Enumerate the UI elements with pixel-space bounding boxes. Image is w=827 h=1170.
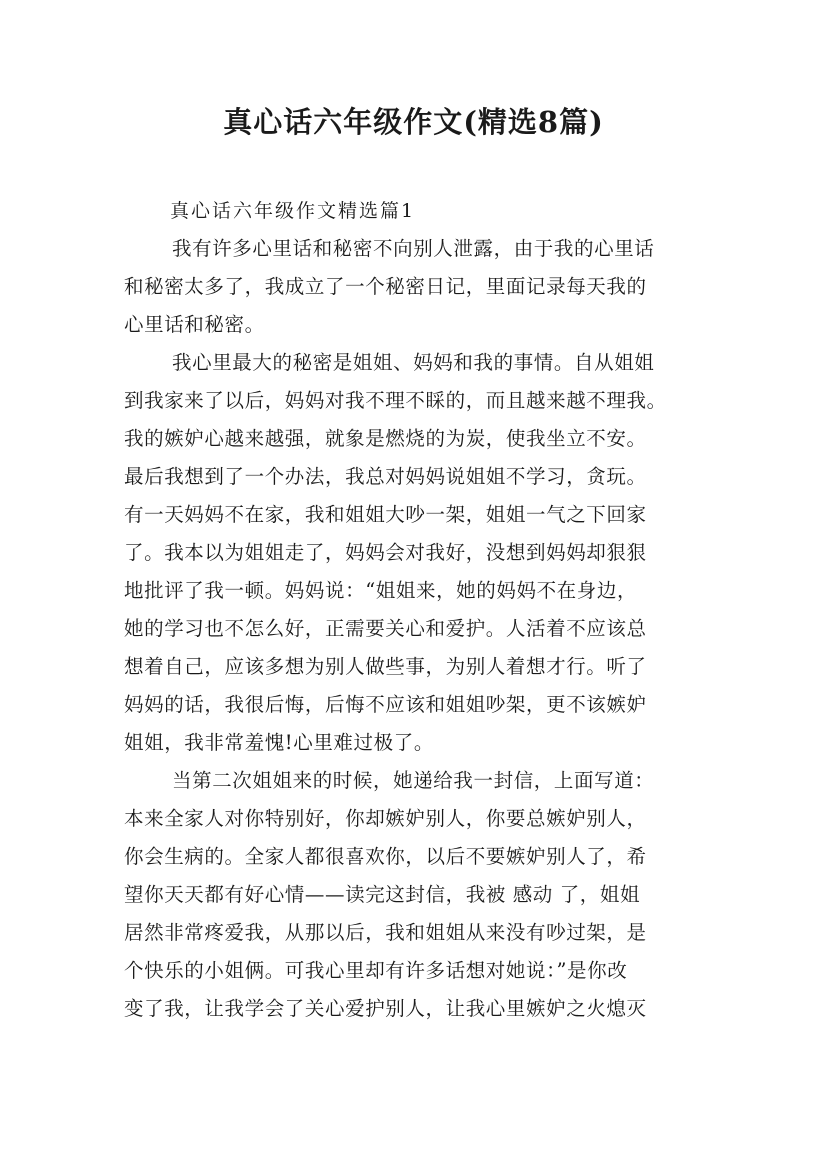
body-text [124,230,724,1028]
text-line: 姐姐，我非常羞愧!心里难过极了。 [124,731,434,754]
text-line: 心里话和秘密。 [124,313,265,336]
text-line: 想着自己，应该多想为别人做些事，为别人着想才行。听了 [124,655,647,678]
text-line: 个快乐的小姐俩。可我心里却有许多话想对她说：”是你改 [124,959,628,982]
text-line: 变了我，让我学会了关心爱护别人，让我心里嫉妒之火熄灭 [124,997,647,1020]
text-line: 和秘密太多了，我成立了一个秘密日记，里面记录每天我的 [124,275,647,298]
section-heading: 真心话六年级作文精选篇1 [170,200,416,222]
text-line: 我有许多心里话和秘密不向别人泄露，由于我的心里话 [172,237,655,260]
text-line: 最后我想到了一个办法，我总对妈妈说姐姐不学习，贪玩。 [124,465,647,488]
text-line: 我心里最大的秘密是姐姐、妈妈和我的事情。自从姐姐 [172,351,655,374]
text-line: 居然非常疼爱我，从那以后，我和姐姐从来没有吵过架，是 [124,921,647,944]
text-line: 地批评了我一顿。妈妈说：“姐姐来，她的妈妈不在身边， [124,579,638,602]
text-line: 我的嫉妒心越来越强，就象是燃烧的为炭，使我坐立不安。 [124,427,647,450]
text-line: 当第二次姐姐来的时候，她递给我一封信，上面写道： [172,769,655,792]
text-line: 望你天天都有好心情——读完这封信，我被 感动 了，姐姐 [124,883,641,906]
text-line: 她的学习也不怎么好，正需要关心和爱护。人活着不应该总 [124,617,647,640]
text-line: 本来全家人对你特别好，你却嫉妒别人，你要总嫉妒别人， [124,807,647,830]
text-line: 了。我本以为姐姐走了，妈妈会对我好，没想到妈妈却狠狠 [124,541,647,564]
text-line: 有一天妈妈不在家，我和姐姐大吵一架，姐姐一气之下回家 [124,503,647,526]
text-line: 妈妈的话，我很后悔，后悔不应该和姐姐吵架，更不该嫉妒 [124,693,647,716]
document-title: 真心话六年级作文(精选8篇) [223,105,604,139]
text-line: 你会生病的。全家人都很喜欢你，以后不要嫉妒别人了，希 [124,845,647,868]
text-line: 到我家来了以后，妈妈对我不理不睬的，而且越来越不理我。 [124,389,667,412]
